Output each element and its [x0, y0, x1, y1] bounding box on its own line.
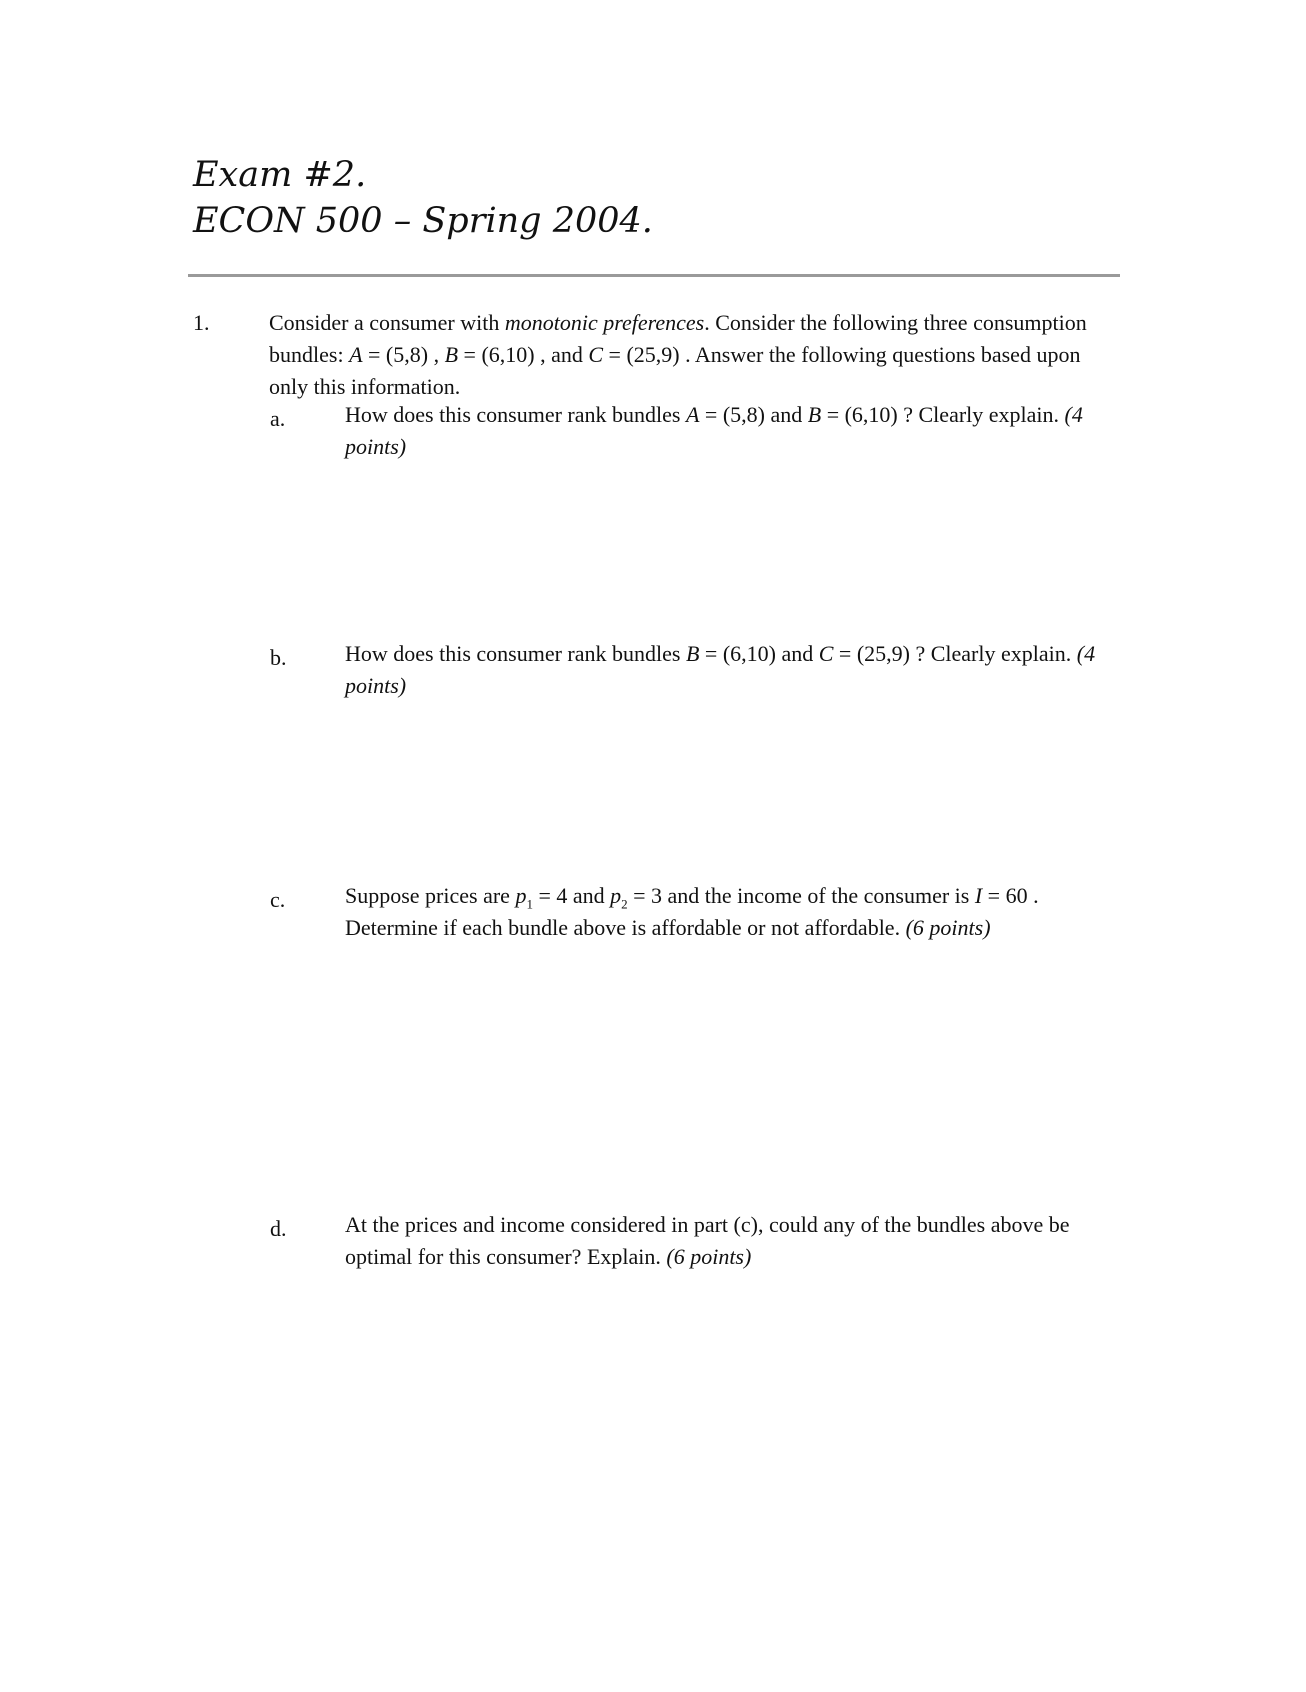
part-c-points: (6 points) — [905, 915, 991, 940]
part-c-text: Suppose prices are $p_1 = 4$ and $p_2 = 3$ and the income of the consumer is I = 60 . Determine if each bundle above is affordable or not affordable. (6 points) — [345, 883, 1039, 940]
course-term: ECON 500 – Spring 2004. — [193, 201, 653, 241]
part-b-points: (4 points) — [345, 641, 1096, 698]
part-c-label: c. — [270, 887, 286, 912]
part-a-text: How does this consumer rank bundles A = (5,8) and B = (6,10) ? Clearly explain. (4 points) — [345, 402, 1083, 459]
part-b-text: How does this consumer rank bundles B = (6,10) and C = (25,9) ? Clearly explain. (4 points) — [345, 641, 1096, 698]
part-a-label: a. — [270, 406, 286, 431]
part-b-label: b. — [270, 645, 287, 670]
term-monotonic: monotonic preferences — [504, 310, 705, 335]
part-a-points: (4 points) — [345, 402, 1083, 459]
exam-title: Exam #2. — [193, 155, 367, 195]
part-d-points: (6 points) — [666, 1244, 752, 1269]
exam-header — [193, 152, 653, 244]
part-d-label: d. — [270, 1216, 287, 1241]
question-number: 1. — [193, 310, 210, 335]
question-intro: Consider a consumer with monotonic preferences. Consider the following three consumption bundles: A = (5,8) , B = (6,10) , and C = (25,9) . Answer the following questions based upon only this information. — [269, 310, 1087, 399]
part-d-text: At the prices and income considered in part (c), could any of the bundles above be optimal for this consumer? Explain. (6 points) — [345, 1212, 1070, 1269]
header-divider — [188, 274, 1120, 277]
